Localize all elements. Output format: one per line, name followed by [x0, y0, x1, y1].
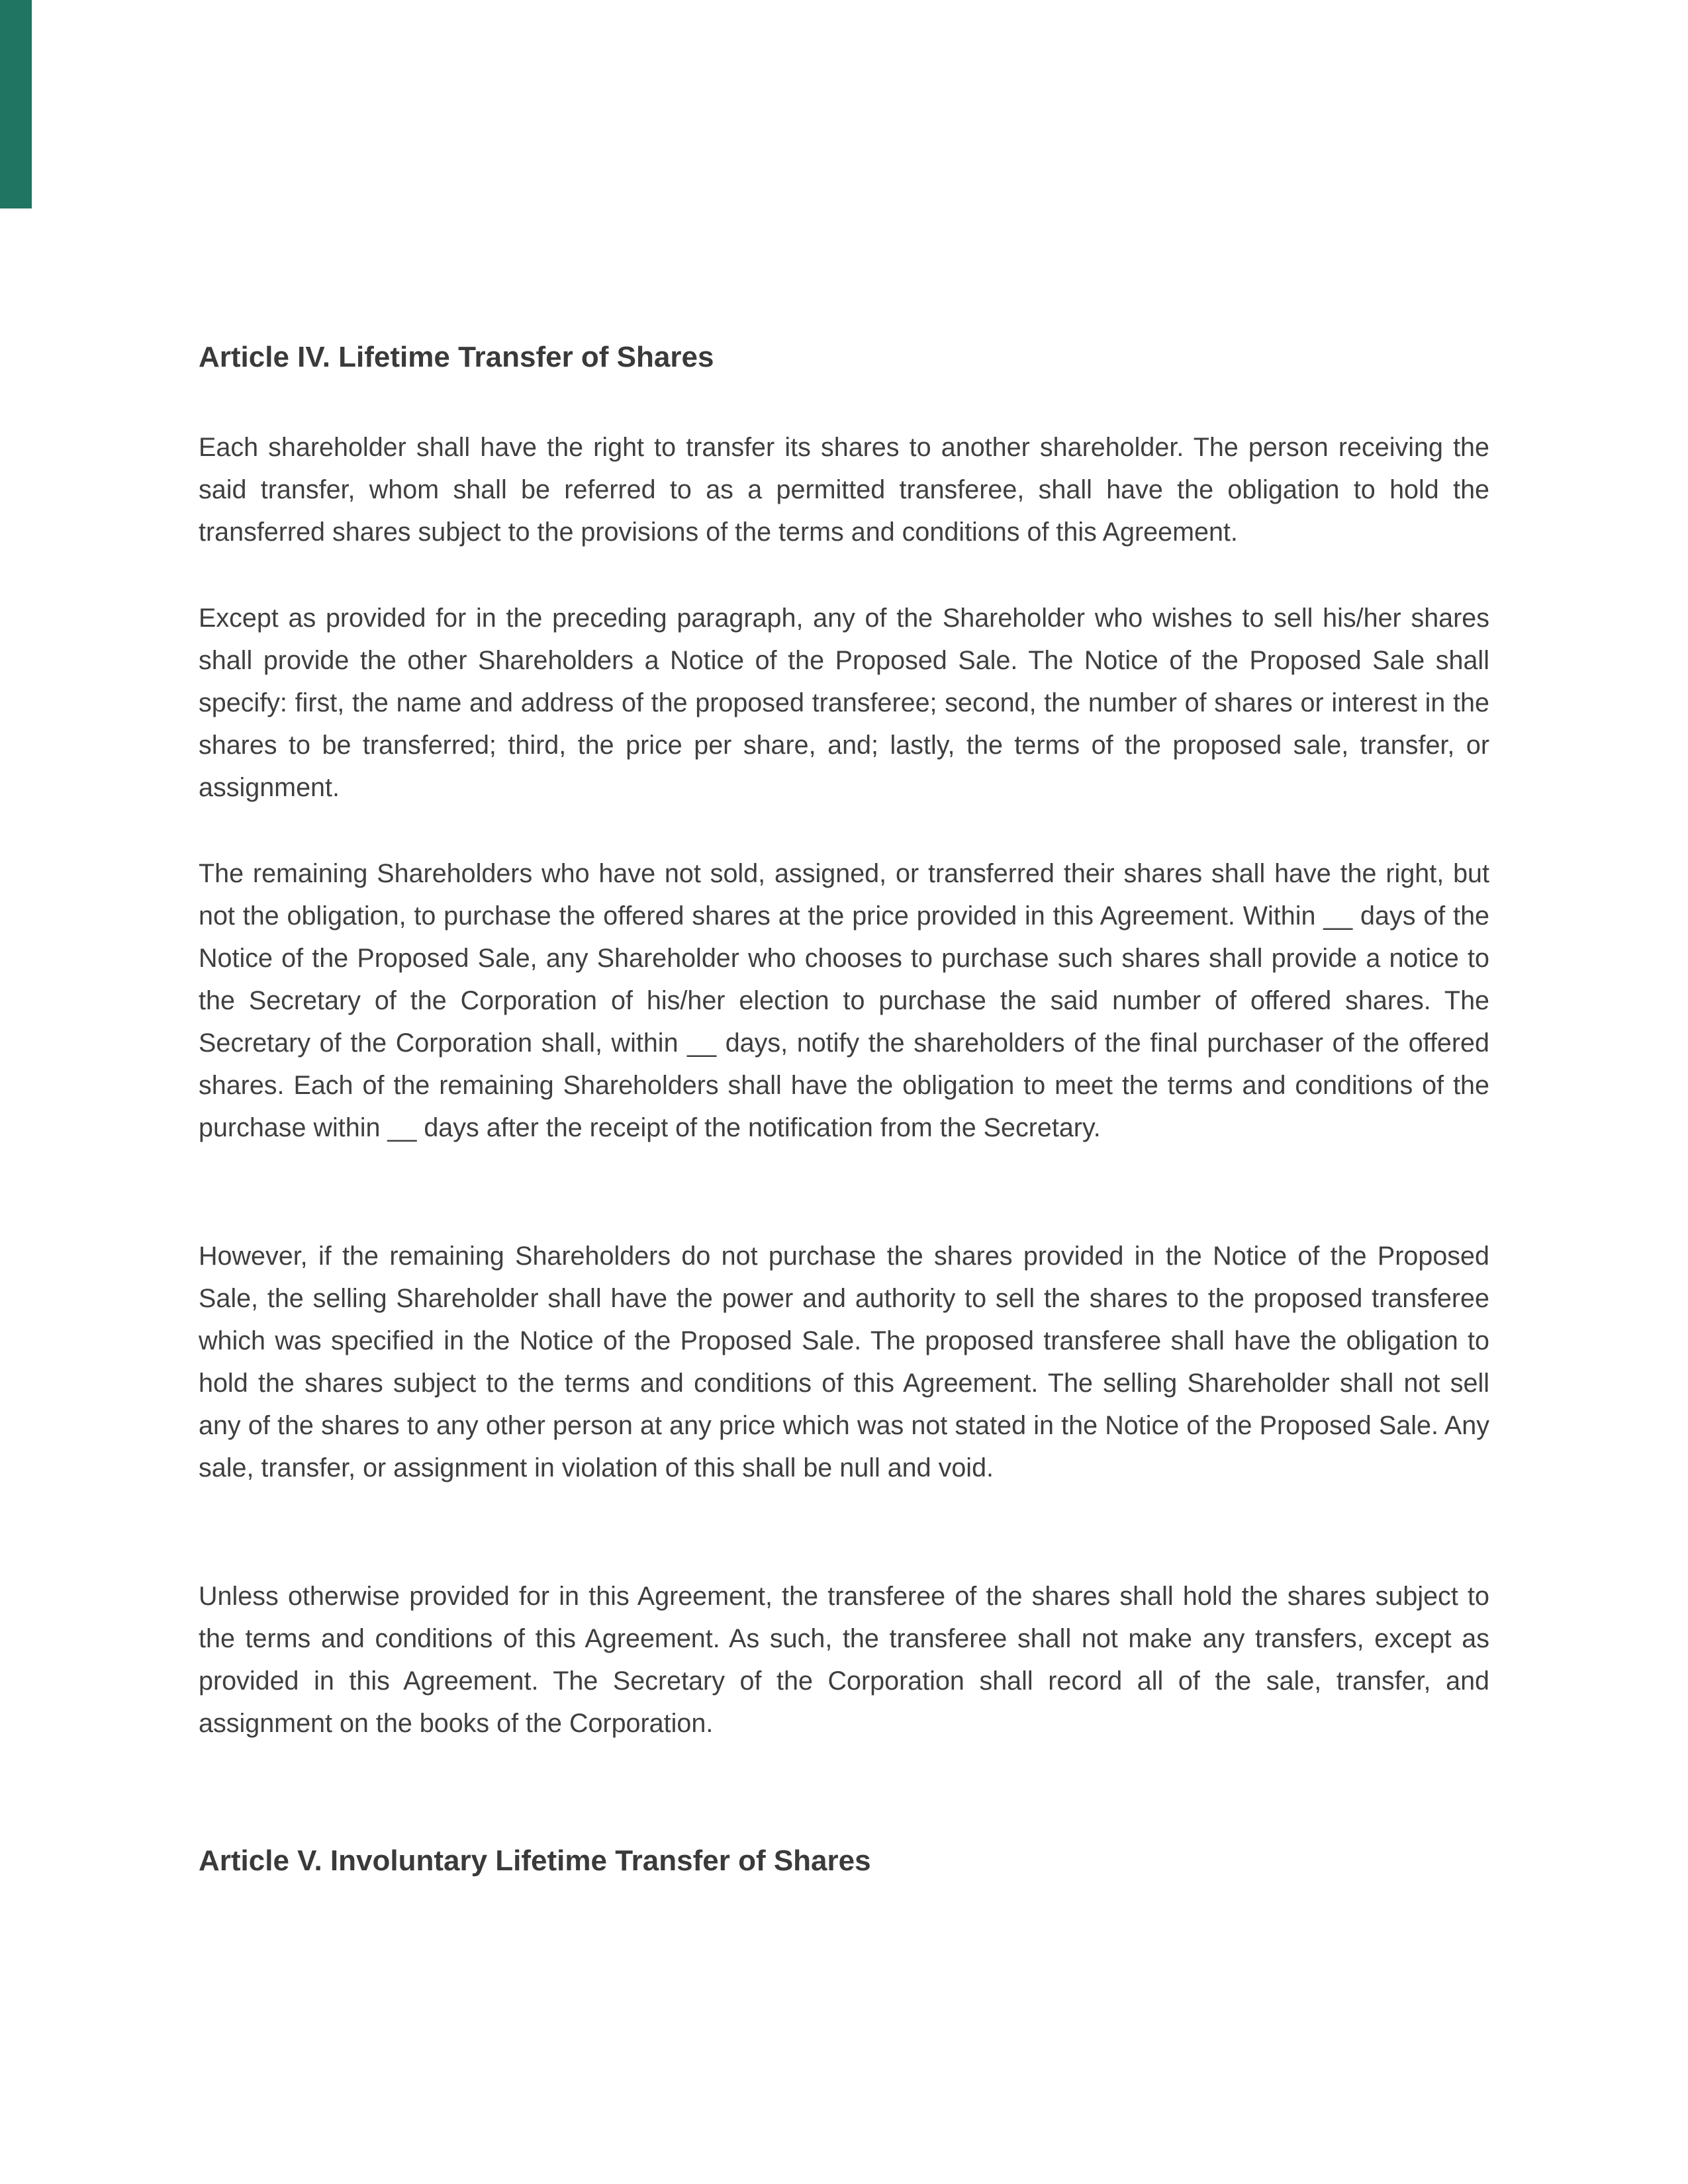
article-iv-heading: Article IV. Lifetime Transfer of Shares: [199, 341, 714, 373]
article-iv-paragraph-5: Unless otherwise provided for in this Agreement, the transferee of the shares shall hold the shares subject to the terms and conditions of this Agreement. As such, the transferee shall not make any transfers, except as provided in this Agreement. The Secretary of the Corporation shall record all of the sale, transfer, and assignment on the books of the Corporation.: [199, 1582, 1489, 1738]
article-iv-paragraph-3: The remaining Shareholders who have not sold, assigned, or transferred their shares shall have the right, but not the obligation, to purchase the offered shares at the price provided in this Agreement. Within __ days of the Notice of the Proposed Sale, any Shareholder who chooses to purchase such shares shall provide a notice to the Secretary of the Corporation of his/her election to purchase the said number of offered shares. The Secretary of the Corporation shall, within __ days, notify the shareholders of the final purchaser of the offered shares. Each of the remaining Shareholders shall have the obligation to meet the terms and conditions of the purchase within __ days after the receipt of the notification from the Secretary.: [199, 859, 1489, 1142]
page-accent-bar: [0, 0, 32, 208]
article-iv-paragraph-2: Except as provided for in the preceding paragraph, any of the Shareholder who wishes to sell his/her shares shall provide the other Shareholders a Notice of the Proposed Sale. The Notice of the Proposed Sale shall specify: first, the name and address of the proposed transferee; second, the number of shares or interest in the shares to be transferred; third, the price per share, and; lastly, the terms of the proposed sale, transfer, or assignment.: [199, 604, 1489, 802]
article-v-heading: Article V. Involuntary Lifetime Transfer of Shares: [199, 1844, 871, 1877]
article-iv-paragraph-1: Each shareholder shall have the right to transfer its shares to another shareholder. The person receiving the said transfer, whom shall be referred to as a permitted transferee, shall have the obligation to hold the transferred shares subject to the provisions of the terms and conditions of this Agreement.: [199, 433, 1489, 547]
article-iv-paragraph-4: However, if the remaining Shareholders do not purchase the shares provided in the Notice of the Proposed Sale, the selling Shareholder shall have the power and authority to sell the shares to the proposed transferee which was specified in the Notice of the Proposed Sale. The proposed transferee shall have the obligation to hold the shares subject to the terms and conditions of this Agreement. The selling Shareholder shall not sell any of the shares to any other person at any price which was not stated in the Notice of the Proposed Sale. Any sale, transfer, or assignment in violation of this shall be null and void.: [199, 1242, 1489, 1482]
